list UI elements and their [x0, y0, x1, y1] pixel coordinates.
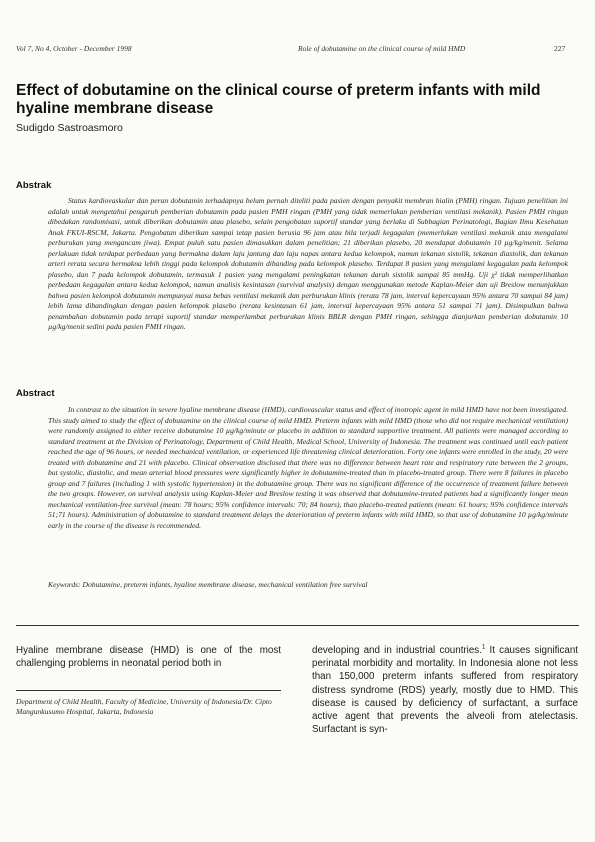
running-header-journal: Vol 7, No 4, October - December 1998 — [16, 44, 132, 53]
section-divider — [16, 625, 579, 626]
author-name: Sudigdo Sastroasmoro — [16, 122, 123, 134]
affiliation-footnote: Department of Child Health, Faculty of Medicine, University of Indonesia/Dr. Cipto Mangunkusumo Hospital, Jakarta, Indonesia — [16, 697, 272, 716]
abstrak-heading: Abstrak — [16, 180, 52, 191]
page-number: 227 — [554, 44, 566, 53]
keywords-line: Keywords: Dobutamine, preterm infants, hyaline membrane disease, mechanical ventilation free survival — [48, 580, 368, 589]
body-column-right — [312, 644, 578, 736]
article-title: Effect of dobutamine on the clinical course of preterm infants with mild hyaline membrane disease — [16, 82, 541, 117]
body-right-continued: It causes significant perinatal morbidity and mortality. In Indonesia alone not less than 150,000 preterm infants suffered from respiratory distress syndrome (RDS) yearly, mostly due to HMD. This disease is caused by deficiency of surfactant, a surface active agent that prevents the alveoli from atelectasis. Surfactant is syn- — [312, 645, 578, 736]
running-header-title: Role of dobutamine on the clinical course of mild HMD — [298, 44, 466, 53]
footnote-divider — [16, 690, 281, 691]
body-column-left: Hyaline membrane disease (HMD) is one of the most challenging problems in neonatal period both in — [16, 645, 281, 670]
abstract-heading: Abstract — [16, 388, 55, 399]
abstract-text: In contrast to the situation in severe hyaline membrane disease (HMD), cardiovascular status and effect of inotropic agent in mild HMD have not been investigated. This study aimed to study the effect of dobutamine on the clinical course of mild HMD. Preterm infants with mild HMD (those who did not require mechanical ventilation) were randomly assigned to either receive dobutamine 10 µg/kg/minute or placebo in addition to standard supportive treatment. All patients were managed according to standard treatment at the Division of Perinatology, Department of Child Health, Medical School, University of Indonesia. The treatment was continued until each patient reached the age of 96 hours, or needed mechanical ventilation, or experienced life threatening clinical deterioration. Forty one infants were enrolled in the study, 20 were treated with dobutamine and 21 with placebo. Clinical observation disclosed that there was no difference between heart rate and respiratory rate between the 2 groups, but systolic, diastolic, and mean arterial blood pressures were significantly higher in dobutamine-treated than in placebo-treated group. There were 8 failures in placebo group and 7 failures (including 1 with systolic hypertension) in the dobutamine group. There was no significant difference of the occurrence of treatment failure between the two groups. However, on survival analysis using Kaplan-Meier and Breslow testing it was observed that dobutamine-treated patients had a significantly longer mean mechanical ventilation-free survival (mean: 78 hours; 95% confidence intervals: 70; 84 hours), than placebo-treated patients (mean: 61 hours; 95% confidence intervals 51;71 hours). Administration of dobutamine to standard treatment delays the deterioration of preterm infants with mild HMD, so that use of dobutamine 10 µg/kg/minute early in the course of the disease is recommended. — [48, 405, 568, 530]
body-right-text: developing and in industrial countries. — [312, 645, 482, 656]
abstrak-text: Status kardiovaskular dan peran dobutamin terhadapnya belum pernah diteliti pada pasien dengan penyakit membran hialin (PMH) ringan. Tujuan penelitian ini adalah untuk mengetahui pengaruh pemberian dobutamin pada pasien PMH ringan (PMH yang tidak memerlukan pemberian ventilasi mekanik). Pasien PMH ringan dibedakan randomisasi, untuk diberikan dobutamin atau plasebo, selain pengobatan suportif standar yang berlaku di Subbagian Perinatologi, Bagian Ilmu Kesehatan Anak FKUI-RSCM, Jakarta. Pengobatan diberikan sampai tetap pasien berusia 96 jam atau bila terjadi kegagalan (memerlukan ventilasi mekanik atau mengalami perburukan yang mengancam jiwa). Empat puluh satu pasien dimasukkan dalam penelitian; 21 diberikan plasebo, 20 mendapat dobutamin 10 µg/kg/menit. Selama perlakuan tidak terdapat perbedaan yang bermakna dalam laju jantung dan laju napas antara kedua kelompok, namun tekanan sistolik, tekanan diastolik, dan tekanan arteri rerata secara bermakna lebih tinggi pada kelompok dobutamin dibanding pada kelompok plasebo. Terdapat 8 pasien yang mengalami kegagalan pada kelompok plasebo, dan 7 pada kelompok dobutamin, termasuk 1 pasien yang mengalami peningkatan tekanan darah sistolik sampai 85 mmHg. Uji χ² tidak memperlihatkan perbedaan kegagalan antara kedua kelompok, namun analisis kesintasan (survival analysis) dengan menggunakan metode Kaplan-Meier dan uji Breslow menunjukkan bahwa pasien kelompok dobutamin mempunyai masa bebas ventilasi mekanik dan perburukan klinis (rerata 78 jam, interval kepercayaan 95% antara 70 sampai 84 jam) lebih lama dibandingkan dengan pasien kelompok plasebo (rerata kesintasan 61 jam, interval kepercayaan 95% antara 51 sampai 71 jam). Disimpulkan bahwa penambahan dobutamin pada terapi suportif standar memperlambat perburukan klinis BBLR dengan PMH ringan, sehingga dianjurkan pemberian dobutamin 10 µg/kg/menit sedini pada pasien PMH ringan. — [48, 196, 568, 331]
citation-superscript: 1 — [481, 644, 486, 651]
